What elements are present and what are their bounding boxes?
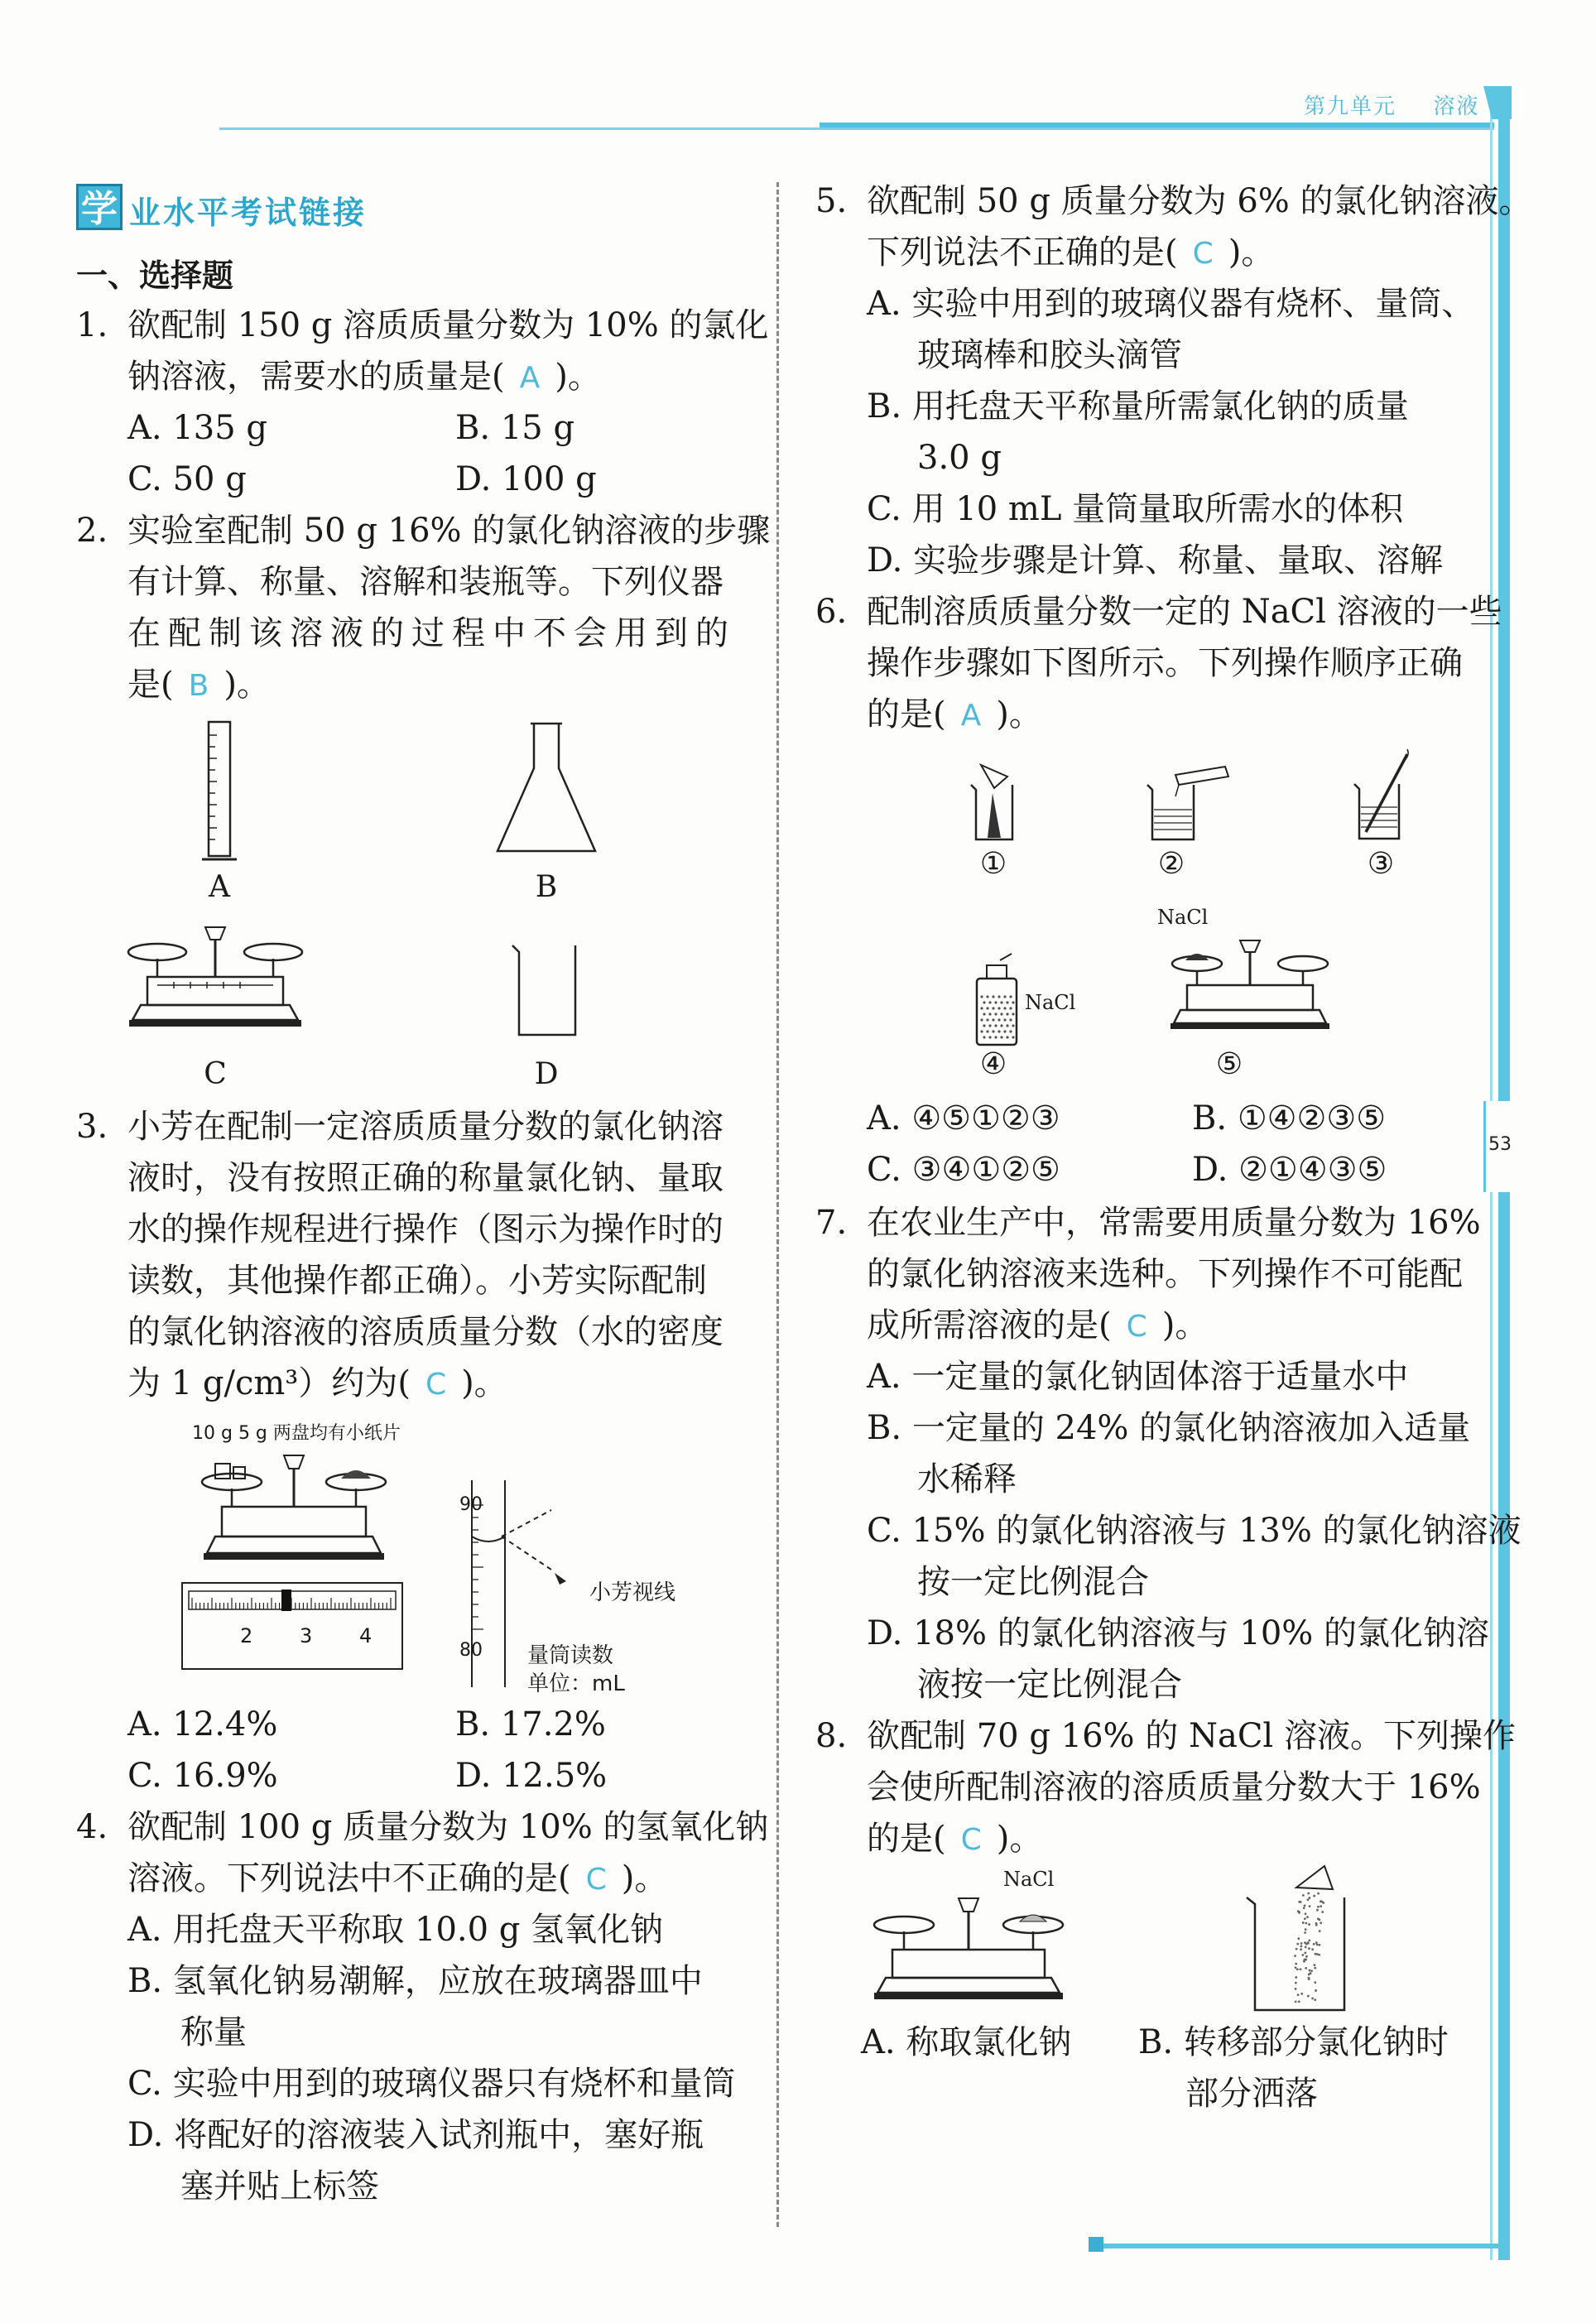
- column-divider: [776, 182, 779, 2227]
- q1-line: 钠溶液，需要水的质量是(: [127, 358, 505, 396]
- q6-line: )。: [996, 695, 1042, 733]
- header-rule: [219, 127, 1494, 130]
- q6-label-2: ②: [1157, 847, 1185, 881]
- q8-line: 的是(: [867, 1820, 946, 1858]
- q7-option-a: A. 一定量的氯化钠固体溶于适量水中: [867, 1358, 1409, 1396]
- q3-tick-2: 2: [240, 1624, 253, 1647]
- q2-line: 实验室配制 50 g 16% 的氯化钠溶液的步骤: [127, 512, 771, 550]
- q6-line: 配制溶质质量分数一定的 NaCl 溶液的一些: [867, 593, 1502, 631]
- q2-label-a: A: [209, 870, 230, 904]
- q6-label-5: ⑤: [1215, 1047, 1243, 1081]
- q6-step3-figure: [1349, 749, 1416, 842]
- topic-label: 溶液: [1433, 94, 1480, 119]
- q1-line: )。: [555, 358, 601, 396]
- q2-line: 是(: [127, 666, 174, 704]
- q7-option-b-cont: 水稀释: [917, 1460, 1017, 1498]
- beaker-figure: [509, 942, 584, 1041]
- q1-answer: A: [519, 361, 541, 395]
- q4-line: )。: [621, 1859, 668, 1897]
- header-rule-top: [820, 123, 1494, 127]
- q6-option-a: A. ④⑤①②③: [867, 1099, 1060, 1137]
- q6-step1-figure: [964, 760, 1022, 843]
- q6-label-1: ①: [979, 847, 1007, 881]
- q7-line: 成所需溶液的是(: [867, 1306, 1112, 1344]
- q4-answer: C: [585, 1863, 607, 1897]
- section-badge: 学: [76, 184, 123, 230]
- q6-nacl-label-4: NaCl: [1025, 991, 1076, 1014]
- question-5: [815, 176, 1532, 280]
- graduated-cylinder-figure: [199, 719, 240, 868]
- q8-caption-b-cont: 部分洒落: [1185, 2075, 1318, 2113]
- q6-option-b: B. ①④②③⑤: [1192, 1099, 1387, 1137]
- q2-answer: B: [188, 669, 209, 703]
- q2-number: 2.: [76, 512, 108, 550]
- q6-number: 6.: [815, 593, 848, 631]
- q1-number: 1.: [76, 306, 108, 344]
- q3-line: 液时，没有按照正确的称量氯化钠、量取: [127, 1159, 723, 1197]
- q1-option-a: A. 135 g: [127, 409, 267, 447]
- q3-line: 的氯化钠溶液的溶质质量分数（水的密度: [127, 1313, 723, 1351]
- q5-option-b: B. 用托盘天平称量所需氯化钠的质量: [867, 387, 1409, 426]
- header-band: [0, 0, 1596, 166]
- q6-label-3: ③: [1367, 847, 1395, 881]
- q6-nacl-label-5: NaCl: [1157, 906, 1209, 929]
- q6-step2-figure: [1142, 760, 1233, 843]
- q6-option-c: C. ③④①②⑤: [867, 1151, 1060, 1189]
- q8-line: 欲配制 70 g 16% 的 NaCl 溶液。下列操作: [867, 1717, 1516, 1755]
- q1-option-d: D. 100 g: [455, 460, 597, 498]
- q5-line: 欲配制 50 g 质量分数为 6% 的氯化钠溶液。: [867, 182, 1532, 220]
- q3-line: 读数，其他操作都正确）。小芳实际配制: [127, 1262, 707, 1300]
- q8-beaker-figure: [1242, 1864, 1358, 2013]
- q2-line: 有计算、称量、溶解和装瓶等。下列仪器: [127, 563, 723, 601]
- q1-option-b: B. 15 g: [455, 409, 575, 447]
- q6-line: 操作步骤如下图所示。下列操作顺序正确: [867, 644, 1463, 682]
- q6-line: 的是(: [867, 695, 946, 733]
- q3-answer: C: [425, 1368, 447, 1402]
- q4-option-d: D. 将配好的溶液装入试剂瓶中，塞好瓶: [127, 2116, 704, 2154]
- section-subtitle: 一、选择题: [76, 257, 234, 294]
- q4-line: 欲配制 100 g 质量分数为 10% 的氢氧化钠: [127, 1808, 769, 1846]
- q7-number: 7.: [815, 1204, 848, 1242]
- q5-line: )。: [1228, 233, 1275, 272]
- q4-line: 溶液。下列说法中不正确的是(: [127, 1859, 571, 1897]
- q3-reading-label: 量筒读数: [527, 1643, 614, 1668]
- q5-option-d: D. 实验步骤是计算、称量、量取、溶解: [867, 541, 1444, 580]
- q7-option-d-cont: 液按一定比例混合: [917, 1666, 1182, 1704]
- q3-balance-figure: [199, 1447, 389, 1580]
- question-8: [815, 1710, 1516, 1866]
- q7-line: 的氯化钠溶液来选种。下列操作不可能配: [867, 1255, 1463, 1293]
- q3-option-d: D. 12.5%: [455, 1757, 608, 1795]
- q2-label-b: B: [535, 870, 558, 904]
- q4-option-d-cont: 塞并贴上标签: [180, 2167, 379, 2205]
- q7-option-c: C. 15% 的氯化钠溶液与 13% 的氯化钠溶液: [867, 1512, 1521, 1550]
- q5-number: 5.: [815, 182, 848, 220]
- q5-option-a: A. 实验中用到的玻璃仪器有烧杯、量筒、: [867, 285, 1475, 323]
- q4-number: 4.: [76, 1808, 108, 1846]
- q3-tick-4: 4: [359, 1624, 373, 1647]
- q2-line: 在配制该溶液的过程中不会用到的: [127, 614, 736, 652]
- q8-caption-b: B. 转移部分氯化钠时: [1138, 2023, 1449, 2061]
- q3-cyl-80: 80: [459, 1640, 483, 1661]
- q5-answer: C: [1192, 237, 1214, 271]
- question-7: [815, 1197, 1481, 1353]
- section-title: 业水平考试链接: [129, 195, 368, 231]
- erlenmeyer-flask-figure: [493, 720, 600, 861]
- q8-nacl-label: NaCl: [1003, 1868, 1055, 1891]
- q5-line: 下列说法不正确的是(: [867, 233, 1178, 272]
- q4-option-b: B. 氢氧化钠易潮解，应放在玻璃器皿中: [127, 1962, 703, 2000]
- q8-balance-figure: [869, 1892, 1068, 2016]
- question-2: [76, 505, 770, 712]
- q5-option-c: C. 用 10 mL 量筒量取所需水的体积: [867, 490, 1404, 528]
- q3-sight-label: 小芳视线: [589, 1580, 676, 1605]
- q4-option-c: C. 实验中用到的玻璃仪器只有烧杯和量筒: [127, 2065, 736, 2103]
- q7-option-c-cont: 按一定比例混合: [917, 1563, 1149, 1601]
- q3-line: 水的操作规程进行操作（图示为操作时的: [127, 1210, 723, 1248]
- q7-answer: C: [1126, 1310, 1147, 1344]
- page-number: 53: [1488, 1134, 1512, 1155]
- q3-tick-3: 3: [300, 1624, 313, 1647]
- q2-label-d: D: [534, 1057, 559, 1091]
- q5-option-a-cont: 玻璃棒和胶头滴管: [917, 336, 1182, 374]
- q8-number: 8.: [815, 1717, 848, 1755]
- q3-option-c: C. 16.9%: [127, 1757, 278, 1795]
- q1-line: 欲配制 150 g 溶质质量分数为 10% 的氯化: [127, 306, 769, 344]
- question-6: [815, 586, 1502, 742]
- q6-label-4: ④: [979, 1047, 1007, 1081]
- q3-option-b: B. 17.2%: [455, 1705, 606, 1743]
- q3-number: 3.: [76, 1108, 108, 1146]
- q2-label-c: C: [204, 1057, 227, 1091]
- bottom-rule: [1093, 2244, 1498, 2248]
- q7-option-b: B. 一定量的 24% 的氯化钠溶液加入适量: [867, 1409, 1471, 1447]
- q3-line: )。: [461, 1364, 507, 1402]
- q1-option-c: C. 50 g: [127, 460, 247, 498]
- question-3: [76, 1101, 723, 1411]
- bottom-square: [1089, 2237, 1103, 2252]
- q3-weights-label: 10 g 5 g 两盘均有小纸片: [192, 1423, 401, 1444]
- question-1: [76, 300, 768, 404]
- q8-answer: C: [960, 1823, 982, 1857]
- q8-caption-a: A. 称取氯化钠: [861, 2023, 1072, 2061]
- q8-line: )。: [996, 1820, 1043, 1858]
- header-chapter: [1304, 89, 1480, 120]
- q3-unit-label: 单位：mL: [527, 1671, 625, 1696]
- q4-option-b-cont: 称量: [180, 2013, 247, 2051]
- q3-cyl-90: 90: [459, 1494, 483, 1515]
- question-4: [76, 1801, 768, 1906]
- q6-answer: A: [960, 699, 982, 733]
- q5-option-b-cont: 3.0 g: [917, 439, 1002, 477]
- chapter-label: 第九单元: [1304, 94, 1397, 119]
- q3-line: 为 1 g/cm³）约为(: [127, 1364, 411, 1402]
- balance-figure: [124, 919, 306, 1043]
- q7-option-d: D. 18% 的氯化钠溶液与 10% 的氯化钠溶: [867, 1614, 1490, 1652]
- q8-line: 会使所配制溶液的溶质质量分数大于 16%: [867, 1768, 1481, 1806]
- q7-line: 在农业生产中，常需要用质量分数为 16%: [867, 1204, 1481, 1242]
- q3-line: 小芳在配制一定溶质质量分数的氯化钠溶: [127, 1108, 723, 1146]
- q6-step5-balance: [1167, 935, 1333, 1041]
- q3-option-a: A. 12.4%: [127, 1705, 278, 1743]
- q2-line: )。: [224, 666, 270, 704]
- q4-option-a: A. 用托盘天平称取 10.0 g 氢氧化钠: [127, 1911, 664, 1949]
- q7-line: )。: [1161, 1306, 1209, 1344]
- q6-option-d: D. ②①④③⑤: [1192, 1151, 1387, 1189]
